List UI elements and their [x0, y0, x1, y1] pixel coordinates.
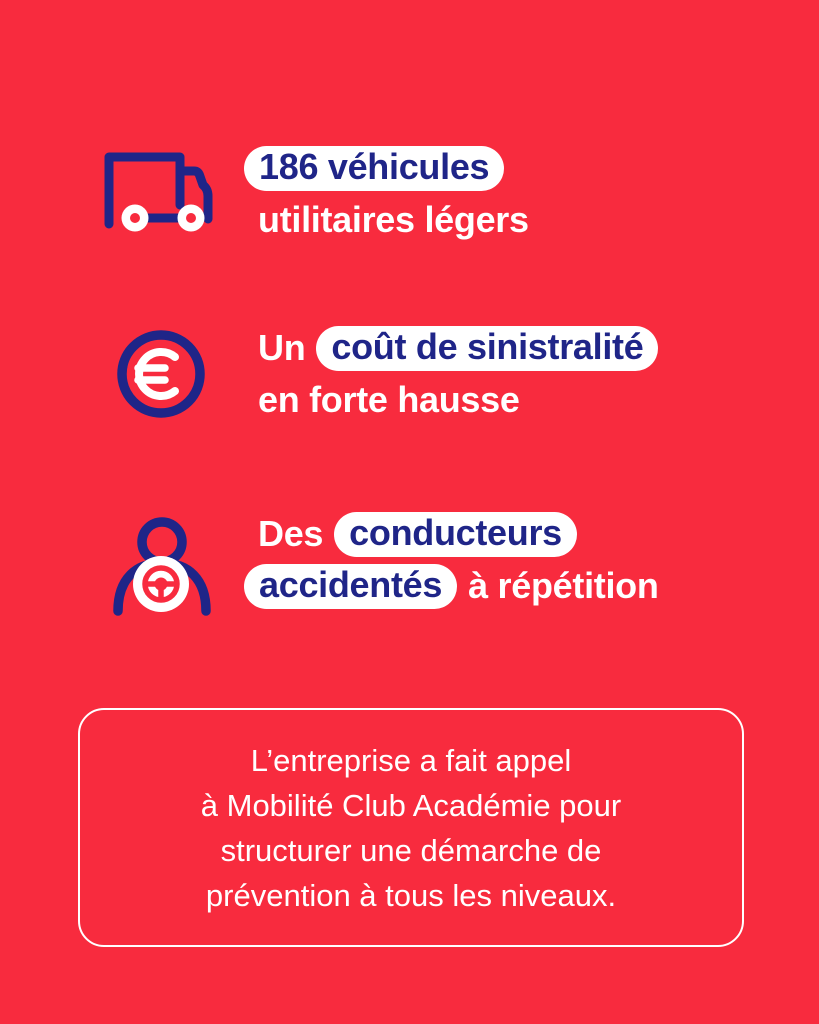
stat-text: à répétition	[468, 565, 659, 606]
stat-line	[258, 194, 529, 246]
stat-item-cost	[0, 322, 819, 426]
stat-line	[258, 560, 659, 612]
highlight-pill: accidentés	[244, 564, 457, 609]
driver-icon	[104, 503, 218, 617]
summary-line: à Mobilité Club Académie pour	[200, 787, 622, 823]
stat-item-drivers	[0, 508, 819, 612]
highlight-pill: 186 véhicules	[244, 146, 504, 191]
stat-line	[258, 508, 659, 560]
stat-line	[258, 374, 658, 426]
stat-text: Un	[258, 327, 306, 368]
driver-icon	[100, 503, 222, 617]
highlight-pill: coût de sinistralité	[316, 326, 658, 371]
euro-icon	[100, 328, 222, 420]
summary-line: L’entreprise a fait appel	[250, 742, 572, 778]
highlight-pill: conducteurs	[334, 512, 577, 557]
stat-line	[258, 142, 529, 194]
truck-icon	[100, 148, 222, 240]
stat-text: Des	[258, 513, 324, 554]
summary-line: structurer une démarche de	[220, 832, 602, 868]
stat-text: utilitaires légers	[258, 199, 529, 240]
stat-line	[258, 322, 658, 374]
stat-item-fleet	[0, 142, 819, 246]
truck-icon	[100, 148, 222, 240]
summary-box	[78, 708, 744, 947]
stat-text: en forte hausse	[258, 379, 520, 420]
euro-icon	[115, 328, 207, 420]
summary-line: prévention à tous les niveaux.	[205, 877, 617, 913]
